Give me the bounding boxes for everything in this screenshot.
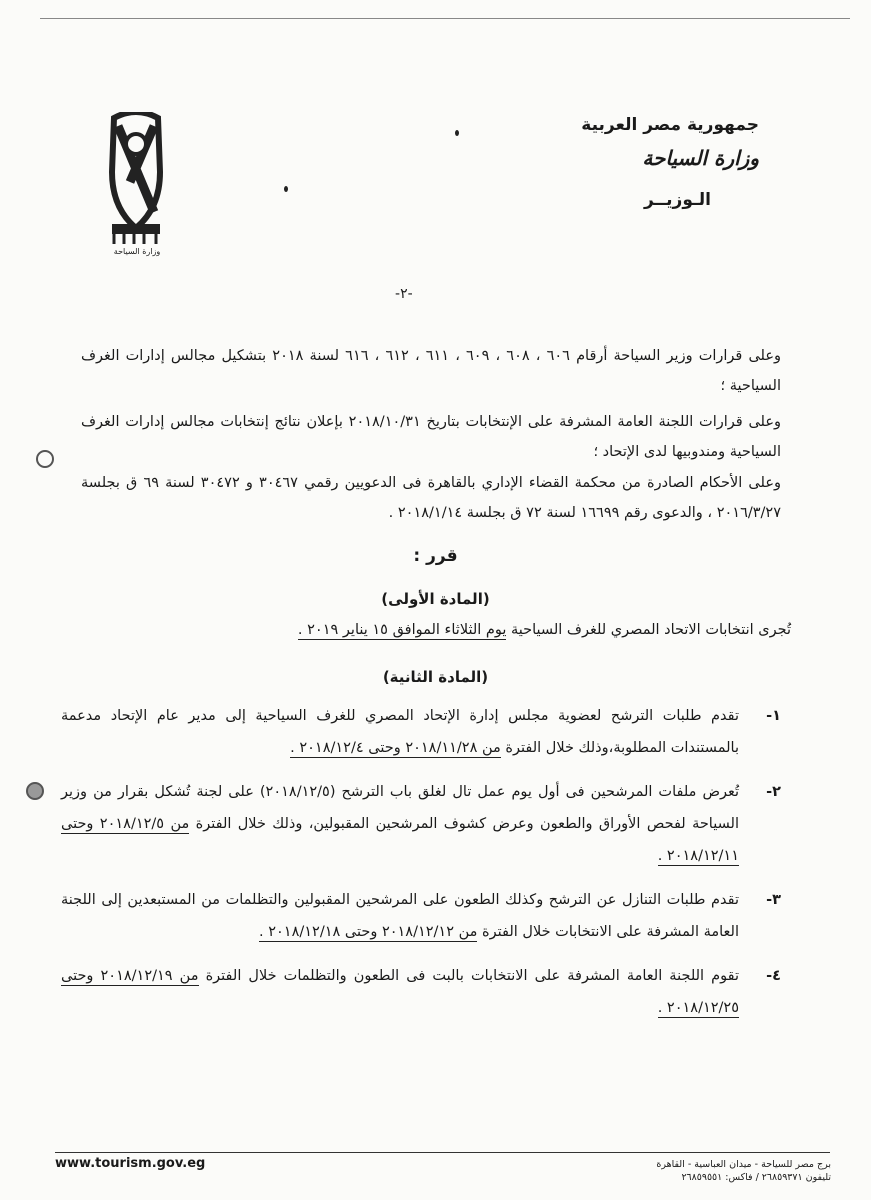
list-item bbox=[61, 960, 781, 1024]
page-number: -٢- bbox=[395, 286, 413, 302]
list-item bbox=[61, 884, 781, 948]
logo-caption: وزارة السياحة bbox=[113, 247, 161, 256]
item-date-range: من ٢٠١٨/١٢/١٢ وحتى ٢٠١٨/١٢/١٨ . bbox=[258, 924, 478, 940]
article1-text-prefix: تُجرى انتخابات الاتحاد المصري للغرف السياحية bbox=[506, 622, 791, 638]
list-item bbox=[61, 700, 781, 764]
article1-date: يوم الثلاثاء الموافق ١٥ يناير ٢٠١٩ . bbox=[297, 622, 507, 638]
item-date-range: من ٢٠١٨/١٢/٥ وحتى ٢٠١٨/١٢/١١ . bbox=[61, 816, 739, 864]
item-number: ١- bbox=[766, 708, 781, 724]
item-number: ٢- bbox=[766, 784, 781, 800]
item-text: تُعرض ملفات المرشحين فى أول يوم عمل تال لغلق باب الترشح (٢٠١٨/١٢/٥) على لجنة تُشكل بقرار من وزير السياحة لفحص الأوراق والطعون وعرض كشوف المرشحين المقبولين، وذلك خلال الفترة bbox=[61, 784, 739, 832]
item-text: تقدم طلبات الترشح لعضوية مجلس إدارة الإتحاد المصري للغرف السياحية إلى مدير عام الإتحاد مدعمة بالمستندات المطلوبة،وذلك خلال الفترة bbox=[61, 708, 739, 756]
footer-address: برج مصر للسياحة - ميدان العباسية - القاهرة bbox=[656, 1159, 831, 1170]
footer-website[interactable]: www.tourism.gov.eg bbox=[55, 1156, 206, 1171]
decision-heading: قرر : bbox=[413, 546, 458, 566]
article2-heading: (المادة الثانية) bbox=[382, 668, 489, 686]
article1-text bbox=[91, 622, 791, 638]
item-date-range: من ٢٠١٨/١١/٢٨ وحتى ٢٠١٨/١٢/٤ . bbox=[290, 740, 501, 756]
preamble-paragraph: وعلى الأحكام الصادرة من محكمة القضاء الإداري بالقاهرة فى الدعويين رقمي ٣٠٤٦٧ و ٣٠٤٧٢ لسنة ٦٩ ق بجلسة ٢٠١٦/٣/٢٧ ، والدعوى رقم ١٦٦٩٩ لسنة ٧٢ ق بجلسة ٢٠١٨/١/١٤ . bbox=[81, 475, 781, 521]
article1-heading: (المادة الأولى) bbox=[381, 590, 490, 608]
footer-phone: تليفون ٢٦٨٥٩٣٧١ / فاكس: ٢٦٨٥٩٥٥١ bbox=[681, 1172, 831, 1183]
footer-divider bbox=[55, 1152, 830, 1153]
item-text: تقدم طلبات التنازل عن الترشح وكذلك الطعون على المرشحين المقبولين والتظلمات من المستبعدين إلى اللجنة العامة المشرفة على الانتخابات خلال الفترة bbox=[61, 892, 739, 940]
punch-hole-mark bbox=[36, 450, 54, 468]
preamble-paragraph: وعلى قرارات اللجنة العامة المشرفة على الإنتخابات بتاريخ ٢٠١٨/١٠/٣١ بإعلان نتائج إنتخابات مجالس إدارات الغرف السياحية ومندوبيها لدى الإتحاد ؛ bbox=[81, 414, 781, 460]
item-number: ٣- bbox=[766, 892, 781, 908]
country-name: جمهورية مصر العربية bbox=[581, 115, 759, 135]
ministry-name: وزارة السياحة bbox=[642, 146, 759, 170]
footer-contact bbox=[656, 1158, 831, 1184]
scan-speck bbox=[284, 186, 288, 192]
minister-title: الـوزيــر bbox=[643, 190, 711, 210]
item-text: تقوم اللجنة العامة المشرفة على الانتخابات بالبت فى الطعون والتظلمات خلال الفترة bbox=[198, 968, 739, 984]
top-scan-rule bbox=[40, 18, 850, 19]
punch-hole-mark bbox=[26, 782, 44, 800]
preamble-paragraph: وعلى قرارات وزير السياحة أرقام ٦٠٦ ، ٦٠٨ ، ٦٠٩ ، ٦١١ ، ٦١٢ ، ٦١٦ لسنة ٢٠١٨ بتشكيل مجالس إدارات الغرف السياحية ؛ bbox=[81, 348, 781, 394]
item-number: ٤- bbox=[766, 968, 781, 984]
ministry-logo-icon bbox=[100, 112, 172, 254]
article2-items bbox=[61, 700, 781, 1036]
scan-speck bbox=[455, 130, 459, 136]
list-item bbox=[61, 776, 781, 872]
item-date-range: من ٢٠١٨/١٢/١٩ وحتى ٢٠١٨/١٢/٢٥ . bbox=[61, 968, 739, 1016]
